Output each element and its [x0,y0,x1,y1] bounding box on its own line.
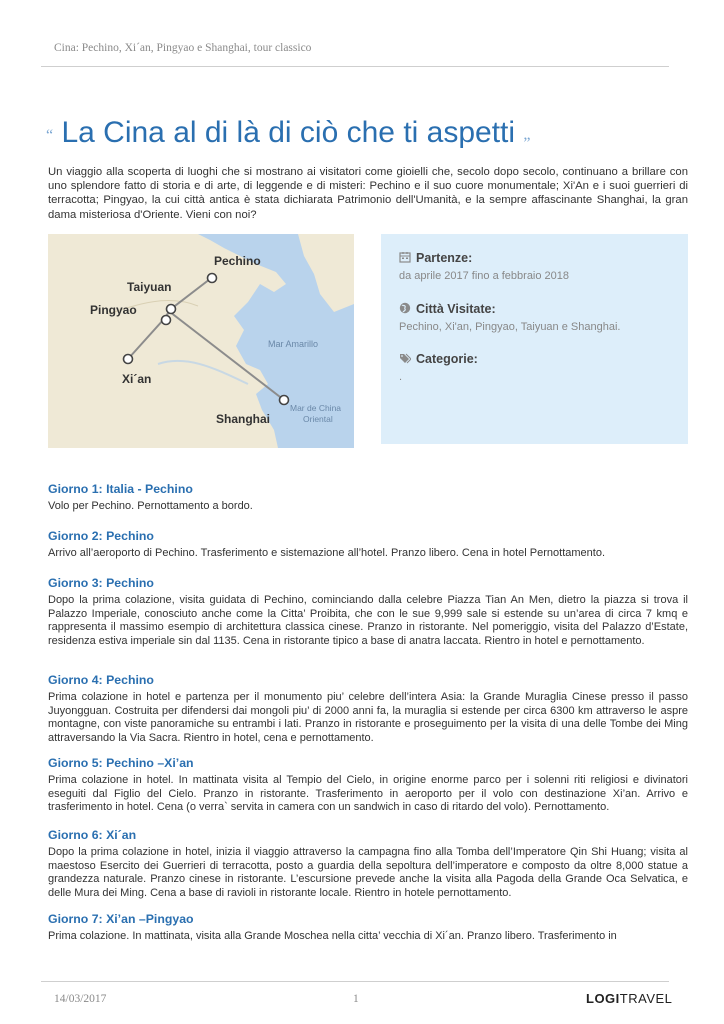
trip-info-panel [381,234,688,444]
route-map-svg [48,234,354,448]
day-section [48,529,688,561]
globe-icon [399,302,411,314]
pin-xian [124,355,133,364]
cities-label: Città Visitate: [416,302,496,316]
categories-heading [399,352,478,366]
day-section [48,576,688,648]
pin-pingyao [162,316,171,325]
label-pechino: Pechino [214,254,261,268]
day-title: Giorno 2: Pechino [48,529,154,543]
departures-heading [399,251,472,265]
cities-value: Pechino, Xi'an, Pingyao, Taiyuan e Shanghai. [399,321,621,333]
day-text: Arrivo all’aeroporto di Pechino. Trasferimento e sistemazione all’hotel. Pranzo libero. Cena in hotel Pernottamento. [48,547,606,559]
label-pingyao: Pingyao [90,303,137,317]
close-quote: ” [523,135,531,152]
footer-date: 14/03/2017 [54,993,107,1005]
footer-divider [41,981,669,982]
day-section [48,756,688,815]
cities-heading [399,302,496,316]
day-title: Giorno 5: Pechino –Xi’an [48,756,194,770]
pin-taiyuan [167,305,176,314]
label-taiyuan: Taiyuan [127,280,172,294]
header-divider [41,66,669,67]
day-text: Dopo la prima colazione in hotel, inizia il viaggio attraverso la campagna fino alla Tomba dell’Imperatore Qin Shi Huang; visita al maestoso Esercito dei Guerrieri di terracotta, posto a guardia della sepoltura dell’imperatore e composto da oltre 8,000 statue a grandezza naturale. Pranzo cinese in ristorante. L’escursione prevede anche la visita alla Pagoda della Grande Oca Selvatica, e delle Mura dei Ming. Cena a base di ravioli in ristorante locale. Rientro in hotele pernottamento. [48,846,688,899]
open-quote: “ [46,127,54,144]
label-mar-amarillo: Mar Amarillo [268,339,319,349]
day-section [48,912,688,944]
label-mar-china: Mar de China [290,403,342,413]
logitravel-logo: LOGITRAVEL [586,991,673,1006]
day-text: Dopo la prima colazione, visita guidata di Pechino, cominciando dalla celebre Piazza Tian An Men, dietro la piazza si trova il Palazzo Imperiale, conosciuto anche come la Citta’ Proibita, che con le sue 9,999 sale si estende su un’area di circa 7 kmq e rappresenta il massimo esempio di architettura classica cinese. Pranzo in ristorante. Nel pomeriggio, visita del Palazzo d’Estate, residenza estiva imperiale sin dal 1135. Cena in ristorante tipico a base di anatra laccata. Rientro in hotel e pernottamento. [48,594,688,647]
pin-shanghai [280,396,289,405]
running-header: Cina: Pechino, Xi´an, Pingyao e Shanghai, tour classico [54,42,312,54]
title-text: La Cina al di là di ciò che ti aspetti [61,116,516,149]
day-section [48,482,688,514]
day-section [48,828,688,900]
day-title: Giorno 3: Pechino [48,576,154,590]
categories-value: . [399,371,403,383]
day-title: Giorno 1: Italia - Pechino [48,482,193,496]
pin-pechino [208,274,217,283]
day-text: Prima colazione. In mattinata, visita alla Grande Moschea nella citta’ vecchia di Xi´an. Pranzo libero. Trasferimento in [48,930,617,942]
day-title: Giorno 4: Pechino [48,673,154,687]
label-xian: Xi´an [122,372,152,386]
calendar-icon [399,251,411,263]
day-text: Prima colazione in hotel. In mattinata visita al Tempio del Cielo, in origine enorme parco per i solenni riti religiosi e divinatori eseguiti dal Figlio del Cielo. Pranzo in ristorante. Trasferimento in aeroporto per il volo con destinazione Xi’an. Arrivo e trasferimento in hotel. Cena (o verra` servita in camera con un sandwich in caso di ritardo del volo). Pernottamento. [48,774,688,814]
day-title: Giorno 6: Xi´an [48,828,137,842]
page-number: 1 [353,993,359,1005]
intro-paragraph: Un viaggio alla scoperta di luoghi che si mostrano ai visitatori come gioielli che, secolo dopo secolo, continuano a brillare con uno splendore fatto di storia e di arte, di leggende e di misteri: Pechino e il suo cuore monumentale; Xi'An e i suoi guerrieri di terracotta; Pingyao, la cui città antica è stata dichiarata Patrimonio dell'Umanità, e la sempre affascinante Shanghai, la gran dama misteriosa d'Oriente. Vieni con noi? [48,166,688,221]
label-shanghai: Shanghai [216,412,271,426]
day-text: Volo per Pechino. Pernottamento a bordo. [48,500,253,512]
route-map [48,234,354,448]
departures-label: Partenze: [416,251,473,265]
label-oriental: Oriental [303,414,333,424]
categories-label: Categorie: [416,352,478,366]
departures-value: da aprile 2017 fino a febbraio 2018 [399,270,570,282]
tags-icon [399,352,411,364]
page-title [46,116,531,153]
day-section [48,673,688,745]
day-title: Giorno 7: Xi’an –Pingyao [48,912,194,926]
day-text: Prima colazione in hotel e partenza per il monumento piu’ celebre dell’intera Asia: la Grande Muraglia Cinese presso il passo Juyongguan. Costruita per difendersi dai mongoli piu’ di 2000 anni fa, la muraglia si estende per circa 6300 km attraverso le aspre montagne, con viste panoramiche su entrambi i lati. Pranzo in ristorante e proseguimento per la visita di una delle Tombe dei Ming attraversando la Via Sacra. Rientro in hotel, cena e pernottamento. [48,691,688,744]
